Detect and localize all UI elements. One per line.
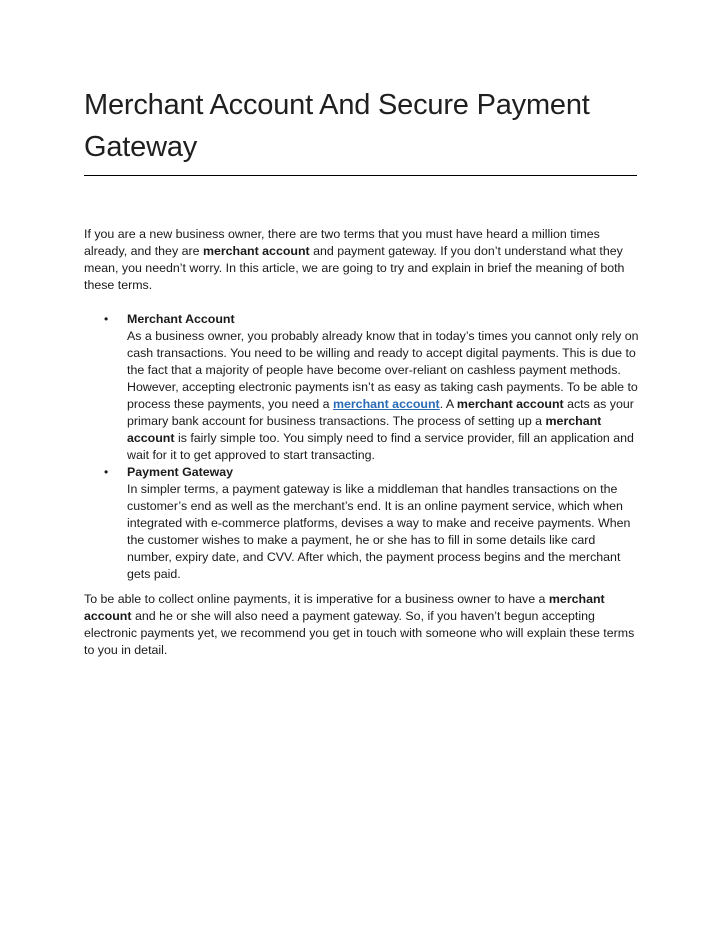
conclusion-text-1: To be able to collect online payments, it is imperative for a business owner to have a (84, 592, 549, 606)
list-item-text: In simpler terms, a payment gateway is like a middleman that handles transactions on the customer’s end as well as the merchant’s end. It is an online payment service, which when integrated with e-commerce platforms, devises a way to make and receive payments. When the customer wishes to make a payment, he or she has to fill in some details like card number, expiry date, and CVV. After which, the payment process begins and the merchant gets paid. (127, 482, 631, 581)
bullet-icon: • (104, 465, 109, 479)
list-item-text: As a business owner, you probably already know that in today’s times you cannot only rely on cash transactions. You need to be willing and ready to accept digital payments. This is due to the fact that a majority of people have become over-reliant on cashless payment methods. However, accepting electronic payments isn’t as easy as taking cash payments. To be able to process these payments, you need a (127, 329, 639, 411)
list-item-text: acts as your primary bank account for business transactions. The process of setting up a (127, 397, 634, 428)
title-divider (84, 175, 637, 176)
bold-term: merchant account (127, 414, 602, 445)
intro-bold-term: merchant account (202, 244, 310, 258)
page-title: Merchant Account And Secure Payment Gateway (84, 89, 590, 163)
intro-text-2: and payment gateway. If you don’t understand what they mean, you needn’t worry. In this article, we are going to try and explain in brief the meaning of both these terms. (84, 244, 625, 292)
intro-paragraph (84, 226, 639, 294)
merchant-account-link[interactable]: merchant account (332, 397, 440, 411)
terms-list (84, 311, 639, 583)
list-item-text: . A (439, 397, 457, 411)
bullet-icon: • (104, 312, 109, 326)
intro-text-1: If you are a new business owner, there are two terms that you must have heard a million times already, and they are (84, 227, 600, 258)
list-item-payment-gateway (84, 464, 639, 583)
conclusion-text-2: and he or she will also need a payment gateway. So, if you haven’t begun accepting electronic payments yet, we recommend you get in touch with someone who will explain these terms to you in detail. (84, 609, 635, 657)
list-item-merchant-account (84, 311, 639, 464)
conclusion-bold-term: merchant account (84, 592, 605, 623)
conclusion-paragraph (84, 591, 639, 659)
title-block (84, 84, 637, 176)
bold-term: merchant account (456, 397, 564, 411)
list-item-heading: Payment Gateway (127, 465, 234, 479)
article-body (84, 226, 639, 659)
list-item-heading: Merchant Account (127, 312, 235, 326)
list-item-text: is fairly simple too. You simply need to find a service provider, fill an application and wait for it to get approved to start transacting. (127, 431, 634, 462)
